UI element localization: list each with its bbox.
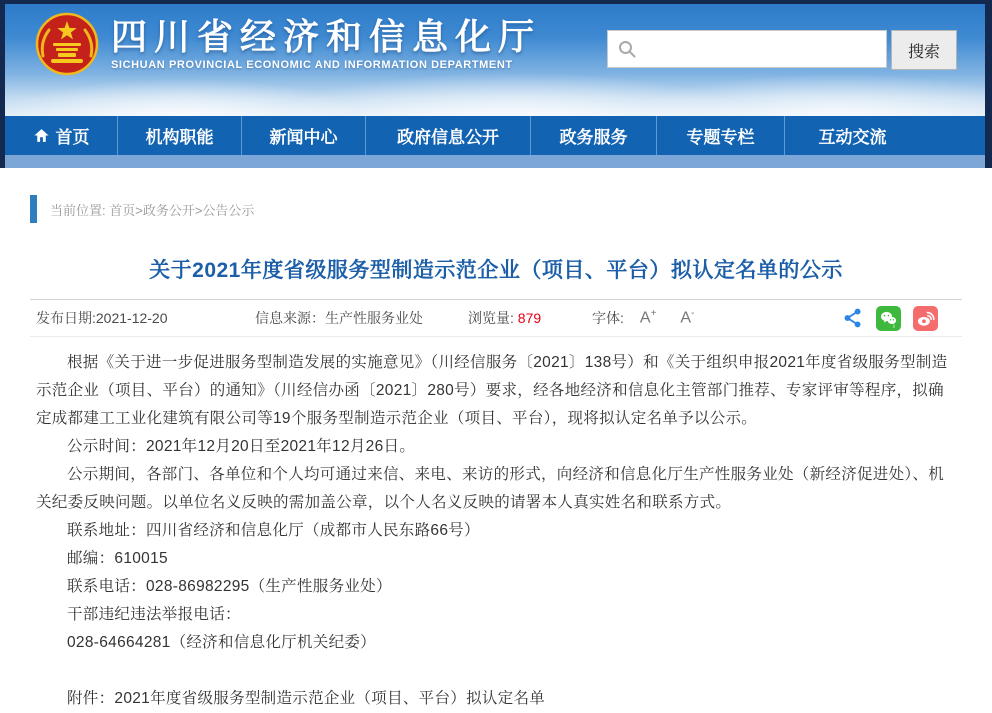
nav-item-news[interactable]: 新闻中心 bbox=[242, 116, 366, 155]
nav-sub-strip bbox=[5, 155, 985, 168]
breadcrumb bbox=[30, 195, 992, 223]
nav-item-interaction[interactable]: 互动交流 bbox=[818, 128, 887, 147]
weibo-share-button[interactable] bbox=[913, 306, 938, 331]
view-count bbox=[468, 308, 592, 328]
breadcrumb-accent-bar bbox=[30, 195, 37, 223]
views-label: 浏览量: bbox=[468, 310, 514, 326]
nav-item-functions[interactable]: 机构职能 bbox=[118, 116, 242, 155]
nav-item-topics[interactable]: 专题专栏 bbox=[657, 116, 785, 155]
info-source bbox=[255, 308, 468, 328]
search-input[interactable] bbox=[607, 30, 887, 68]
main-nav bbox=[5, 116, 985, 155]
search-button[interactable]: 搜索 bbox=[891, 30, 957, 70]
breadcrumb-text bbox=[50, 200, 254, 219]
font-increase-letter: A bbox=[639, 309, 651, 327]
nav-item-services[interactable]: 政务服务 bbox=[531, 116, 657, 155]
paragraph: 公示时间：2021年12月20日至2021年12月26日。 bbox=[67, 438, 416, 455]
site-masthead bbox=[5, 4, 985, 116]
views-value: 879 bbox=[517, 310, 542, 326]
nav-item-gov-info[interactable]: 政府信息公开 bbox=[366, 116, 531, 155]
site-title: 四川省经济和信息化厅 bbox=[111, 16, 542, 57]
search-icon bbox=[617, 39, 637, 59]
share-icon[interactable] bbox=[842, 307, 864, 329]
wechat-icon bbox=[879, 309, 898, 328]
page-title: 关于2021年度省级服务型制造示范企业（项目、平台）拟认定名单的公示 bbox=[149, 259, 843, 282]
font-decrease-sign: - bbox=[691, 308, 695, 320]
paragraph: 干部违纪违法举报电话： bbox=[67, 606, 241, 623]
article-body bbox=[0, 337, 992, 713]
site-subtitle: SICHUAN PROVINCIAL ECONOMIC AND INFORMATION DEPARTMENT bbox=[111, 59, 513, 71]
font-decrease-button[interactable] bbox=[680, 308, 694, 327]
nav-label: 首页 bbox=[55, 128, 90, 147]
weibo-icon bbox=[916, 309, 935, 328]
paragraph: 公示期间，各部门、各单位和个人均可通过来信、来电、来访的形式，向经济和信息化厅生产性服务业处（新经济促进处）、机关纪委反映问题。以单位名义反映的需加盖公章，以个人名义反映的请署本人真实姓名和联系方式。 bbox=[36, 466, 945, 511]
source-label: 信息来源： bbox=[255, 310, 325, 326]
font-decrease-letter: A bbox=[680, 309, 692, 327]
search-area bbox=[607, 30, 957, 70]
article-meta bbox=[0, 300, 992, 336]
nav-filler bbox=[920, 116, 985, 155]
site-brand bbox=[35, 12, 541, 76]
source-value: 生产性服务业处 bbox=[325, 310, 423, 326]
article-page bbox=[0, 195, 992, 713]
attachment-link[interactable]: 附件：2021年度省级服务型制造示范企业（项目、平台）拟认定名单 bbox=[67, 690, 546, 707]
wechat-share-button[interactable] bbox=[876, 306, 901, 331]
paragraph: 联系地址：四川省经济和信息化厅（成都市人民东路66号） bbox=[67, 522, 480, 539]
font-size-label: 字体: bbox=[592, 310, 624, 326]
paragraph: 邮编：610015 bbox=[67, 550, 168, 567]
nav-item-home[interactable] bbox=[5, 116, 118, 155]
font-increase-button[interactable] bbox=[640, 308, 657, 327]
breadcrumb-trail[interactable]: 首页>政务公开>公告公示 bbox=[109, 202, 255, 218]
breadcrumb-label: 当前位置: bbox=[50, 202, 106, 218]
brand-text bbox=[111, 17, 541, 71]
paragraph: 028-64664281（经济和信息化厅机关纪委） bbox=[67, 634, 376, 651]
paragraph: 根据《关于进一步促进服务型制造发展的实施意见》（川经信服务〔2021〕138号）和《关于组织申报2021年度省级服务型制造示范企业（项目、平台）的通知》（川经信办函〔2021〕280号）要求，经各地经济和信息化主管部门推荐、专家评审等程序，拟确定成都建工工业化建筑有限公司等19个服务型制造示范企业（项目、平台），现将拟认定名单予以公示。 bbox=[36, 354, 948, 427]
home-icon bbox=[33, 127, 50, 144]
publish-date: 发布日期:2021-12-20 bbox=[36, 310, 168, 326]
font-increase-sign: + bbox=[650, 308, 657, 320]
national-emblem-logo bbox=[35, 12, 99, 76]
paragraph: 联系电话：028-86982295（生产性服务业处） bbox=[67, 578, 392, 595]
search-box bbox=[607, 30, 887, 68]
share-buttons bbox=[830, 306, 938, 331]
page-top bbox=[0, 0, 992, 168]
